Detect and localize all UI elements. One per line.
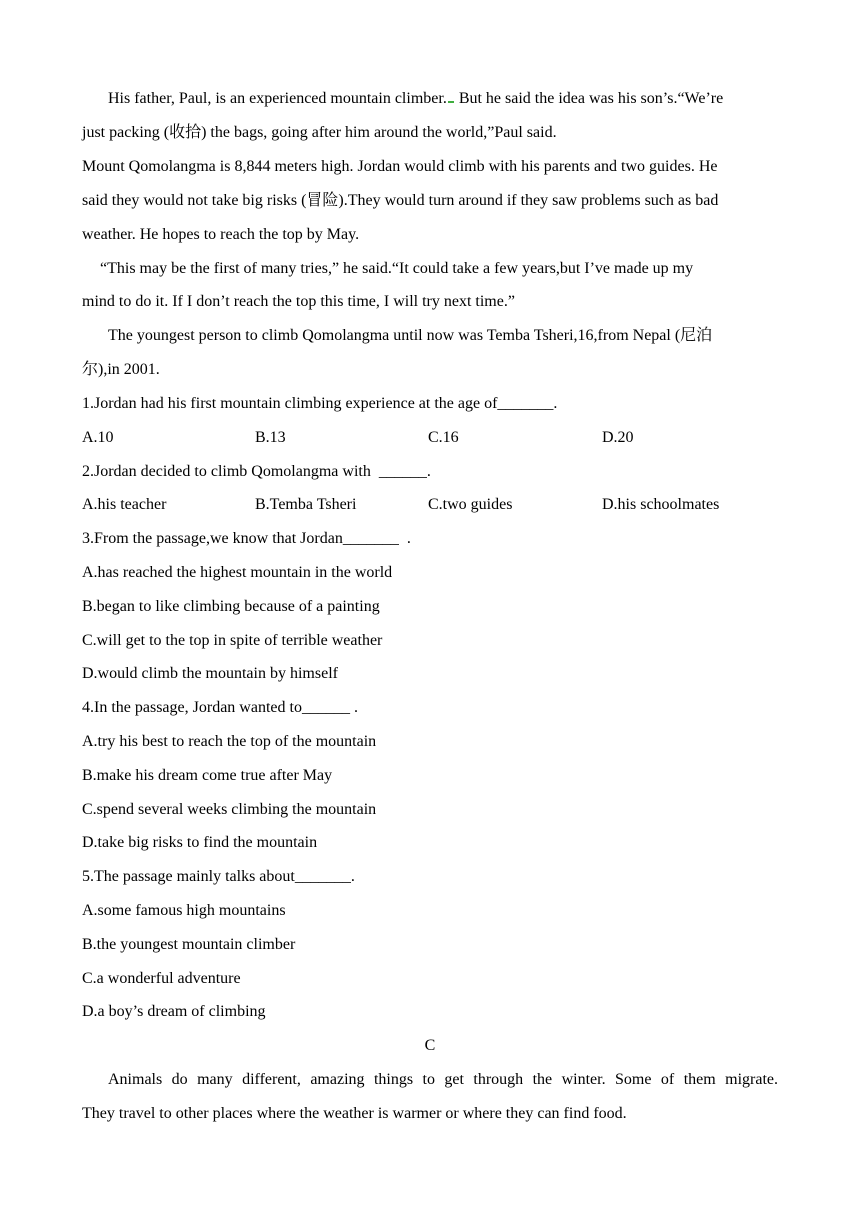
question-stem: 2.Jordan decided to climb Qomolangma with ______.	[82, 463, 431, 480]
question-stem: 3.From the passage,we know that Jordan_______ .	[82, 530, 411, 547]
answer-option: C.will get to the top in spite of terrible weather	[82, 632, 383, 649]
answer-option: B.make his dream come true after May	[82, 767, 333, 784]
section-heading: C	[424, 1037, 436, 1054]
paragraph-line: They travel to other places where the weather is warmer or where they can find food.	[82, 1105, 627, 1122]
answer-option: B.Temba Tsheri	[255, 496, 357, 513]
answer-option: C.16	[428, 429, 459, 446]
answer-option: D.20	[602, 429, 634, 446]
answer-option: D.a boy’s dream of climbing	[82, 1003, 266, 1020]
answer-option: D.would climb the mountain by himself	[82, 665, 338, 682]
text-run: His father, Paul, is an experienced mountain climber	[108, 90, 443, 107]
grammar-mark-icon	[448, 101, 454, 103]
paragraph-line: The youngest person to climb Qomolangma until now was Temba Tsheri,16,from Nepal (尼泊	[108, 327, 713, 344]
paragraph-line: said they would not take big risks (冒险).They would turn around if they saw problems such as bad	[82, 192, 719, 209]
answer-option: B.13	[255, 429, 286, 446]
answer-option: A.10	[82, 429, 114, 446]
answer-option: C.spend several weeks climbing the mountain	[82, 801, 377, 818]
answer-option: C.two guides	[428, 496, 513, 513]
answer-option: B.began to like climbing because of a painting	[82, 598, 380, 615]
paragraph-line: mind to do it. If I don’t reach the top this time, I will try next time.”	[82, 293, 515, 310]
paragraph-line: His father, Paul, is an experienced mountain climber. But he said the idea was his son’s.“We’re	[108, 90, 724, 107]
question-stem: 1.Jordan had his first mountain climbing experience at the age of_______.	[82, 395, 558, 412]
paragraph-line: 尔),in 2001.	[82, 361, 160, 378]
paragraph-line: Mount Qomolangma is 8,844 meters high. Jordan would climb with his parents and two guides. He	[82, 158, 718, 175]
text-run: But he said the idea was his son’s.“We’re	[458, 90, 724, 107]
answer-option: A.has reached the highest mountain in the world	[82, 564, 393, 581]
paragraph-line: weather. He hopes to reach the top by May.	[82, 226, 360, 243]
answer-option: A.some famous high mountains	[82, 902, 286, 919]
paragraph-line: “This may be the first of many tries,” he said.“It could take a few years,but I’ve made up my	[100, 260, 694, 277]
paragraph-line: just packing (收拾) the bags, going after him around the world,”Paul said.	[82, 124, 557, 141]
answer-option: A.his teacher	[82, 496, 167, 513]
answer-option: A.try his best to reach the top of the mountain	[82, 733, 377, 750]
question-stem: 4.In the passage, Jordan wanted to______ .	[82, 699, 358, 716]
question-stem: 5.The passage mainly talks about_______.	[82, 868, 355, 885]
answer-option: C.a wonderful adventure	[82, 970, 241, 987]
answer-option: D.his schoolmates	[602, 496, 720, 513]
answer-option: D.take big risks to find the mountain	[82, 834, 318, 851]
answer-option: B.the youngest mountain climber	[82, 936, 296, 953]
paragraph-line: Animals do many different, amazing things to get through the winter. Some of them migrate.	[108, 1071, 778, 1088]
